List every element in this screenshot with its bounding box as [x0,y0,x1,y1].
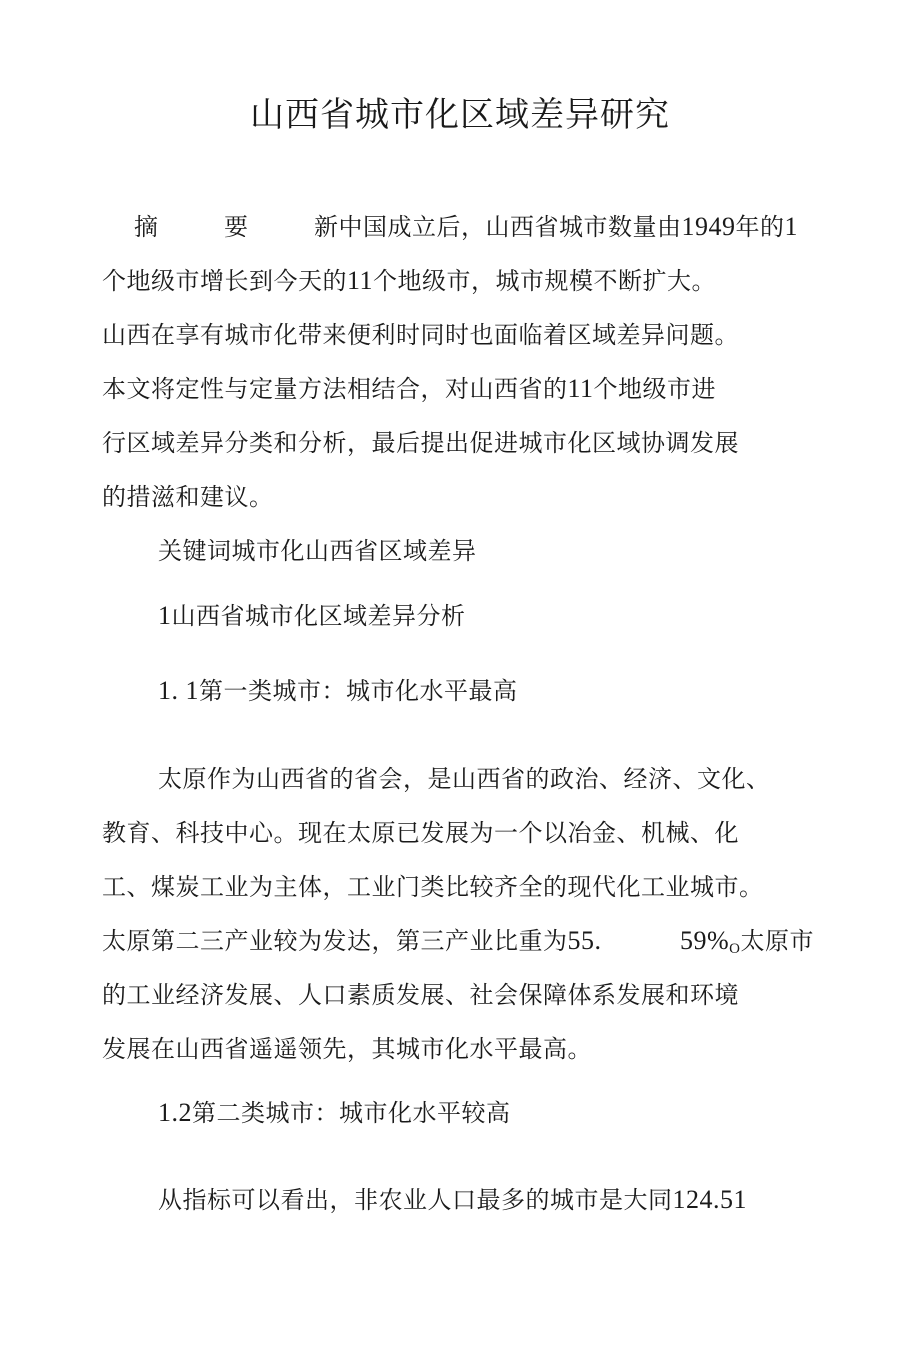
abstract-line-4-text-a: 本文将定性与定量方法相结合，对山西省的 [102,375,568,403]
section-1-1-heading [158,676,518,706]
para-1-line-4-value-a: 55. [567,926,602,955]
abstract-line-2-text-a: 个地级市增长到今天的 [102,267,347,295]
abstract-line-2-text-c: 个地级市，城市规模不断扩大。 [373,267,717,295]
abstract-label-2: 要 [224,213,249,241]
keywords: 关键词城市化山西省区域差异 [158,537,477,565]
section-1-2-heading [158,1098,511,1128]
para-1-line-5: 的工业经济发展、人口素质发展、社会保障体系发展和环境 [102,981,739,1009]
abstract-line-3: 山西在享有城市化带来便利时同时也面临着区域差异问题。 [102,321,739,349]
abstract-line-1-year: 1949 [681,212,736,241]
section-1-number: 1 [158,601,172,630]
abstract-label-1: 摘 [134,213,159,241]
abstract-line-4-text-c: 个地级市进 [593,375,717,403]
abstract-line-1-count: 1 [784,212,798,241]
para-1-line-4 [102,926,602,956]
section-1-title: 山西省城市化区域差异分析 [171,602,466,630]
section-1-1-title: 第一类城市：城市化水平最高 [199,677,518,705]
abstract-line-2-count: 11 [347,266,374,295]
abstract-line-1-text-c: 年的 [735,213,785,241]
abstract-line-4 [102,374,716,404]
abstract-line-1-text-a: 新中国成立后，山西省城市数量由 [314,213,682,241]
section-1-2-number: 1.2 [158,1098,192,1127]
abstract-line-1 [314,212,798,242]
para-1-line-4-subscript: O [729,941,741,957]
section-1-heading [158,601,466,631]
para-2-line-1-value: 124.51 [672,1185,747,1214]
para-1-line-1: 太原作为山西省的省会，是山西省的政治、经济、文化、 [158,765,771,793]
para-1-line-4-text-e: 太原市 [740,927,815,955]
para-2-line-1-text: 从指标可以看出，非农业人口最多的城市是大同 [158,1186,673,1214]
para-1-line-2: 教育、科技中心。现在太原已发展为一个以冶金、机械、化 [102,819,739,847]
para-2-line-1 [158,1185,747,1215]
para-1-line-4-text-a: 太原第二三产业较为发达，第三产业比重为 [102,927,568,955]
para-1-line-6: 发展在山西省遥遥领先，其城市化水平最高。 [102,1035,592,1063]
para-1-line-4-value-b: 59% [680,926,730,955]
para-1-line-4-tail [680,926,814,964]
section-1-2-title: 第二类城市：城市化水平较高 [192,1099,511,1127]
section-1-1-number: 1. 1 [158,676,199,705]
abstract-line-6: 的措滋和建议。 [102,483,274,511]
para-1-line-3: 工、煤炭工业为主体，工业门类比较齐全的现代化工业城市。 [102,873,764,901]
abstract-line-5: 行区域差异分类和分析，最后提出促进城市化区域协调发展 [102,429,739,457]
abstract-line-4-count: 11 [567,374,594,403]
abstract-line-2 [102,266,716,296]
document-title: 山西省城市化区域差异研究 [250,95,670,135]
